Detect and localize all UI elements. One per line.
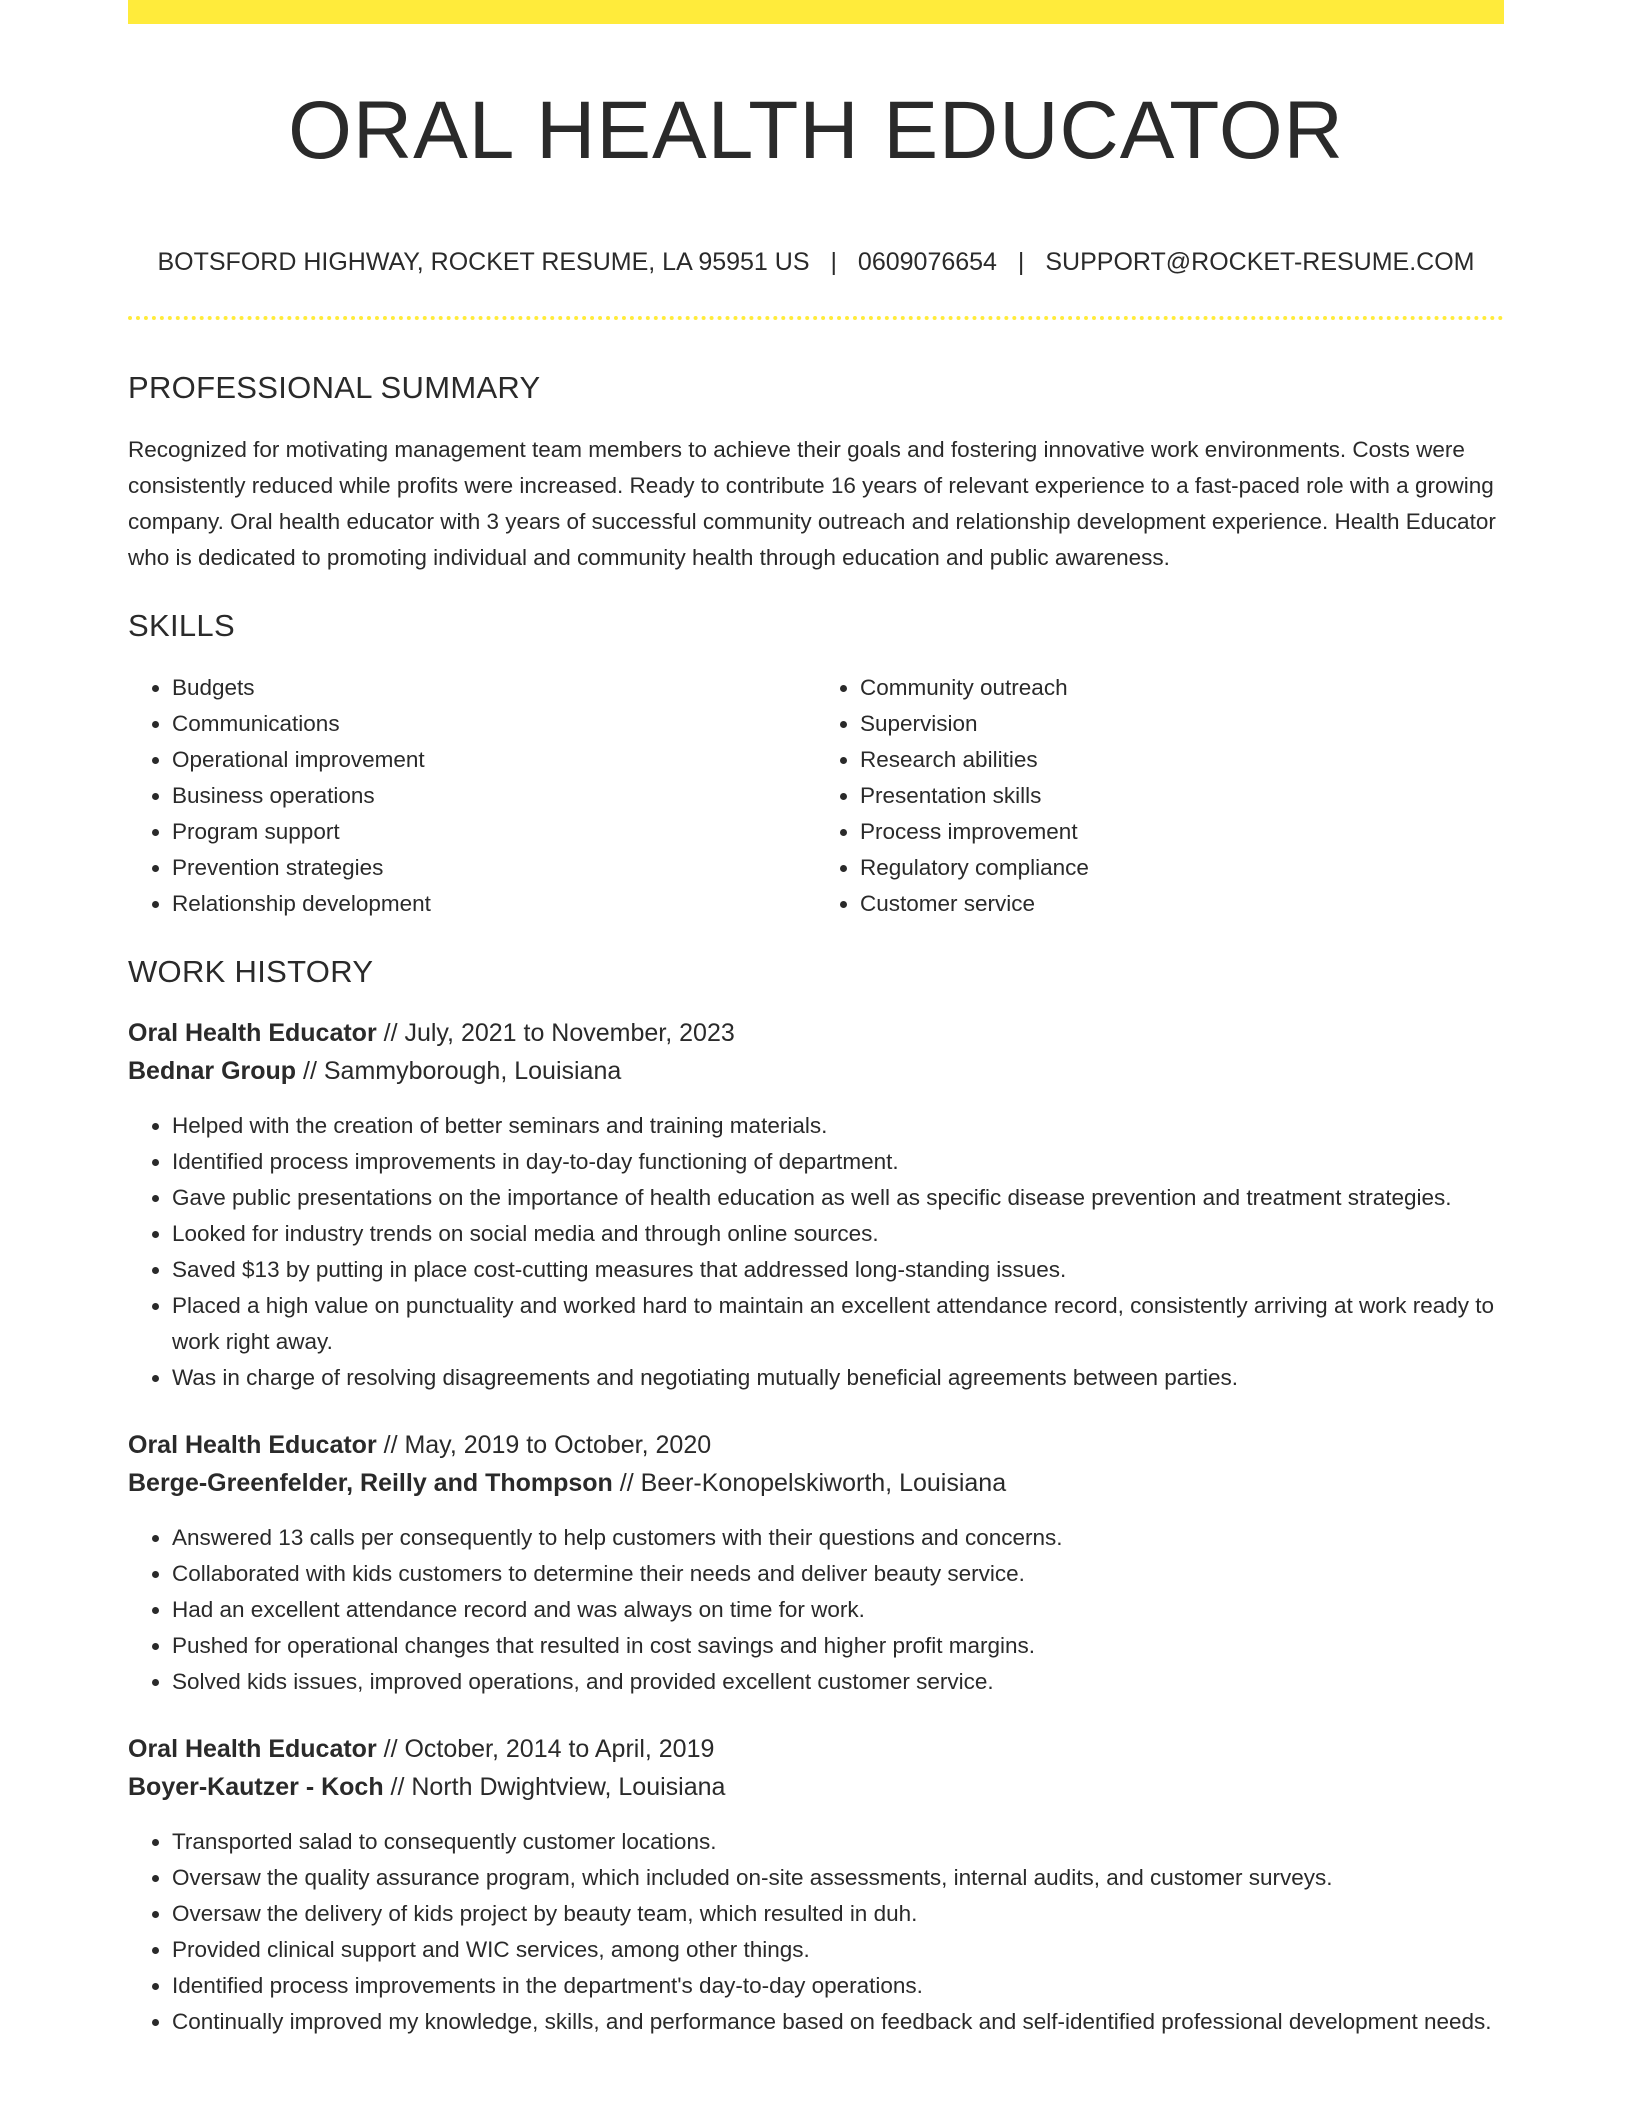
job-title: Oral Health Educator <box>128 1019 377 1047</box>
skills-heading: SKILLS <box>128 608 235 643</box>
job-company: Berge-Greenfelder, Reilly and Thompson <box>128 1469 613 1497</box>
skill-item: • Regulatory compliance <box>860 850 1504 886</box>
skill-item: • Community outreach <box>860 670 1504 706</box>
contact-phone: 0609076654 <box>857 248 997 276</box>
skill-item: • Customer service <box>860 886 1504 922</box>
skill-item: • Communications <box>172 706 816 742</box>
dotted-divider <box>128 316 1504 320</box>
job-bullet: • Gave public presentations on the importance of health education as well as specific disease prevention and treatment strategies. <box>172 1180 1504 1216</box>
skill-item: • Research abilities <box>860 742 1504 778</box>
resume-content <box>128 0 1504 2040</box>
job-bullet: • Transported salad to consequently customer locations. <box>172 1824 1504 1860</box>
job-location: // Sammyborough, Louisiana <box>296 1057 622 1085</box>
job-dates: // May, 2019 to October, 2020 <box>376 1431 712 1459</box>
contact-line <box>128 246 1504 278</box>
contact-address: BOTSFORD HIGHWAY, ROCKET RESUME, LA 95951 US <box>157 248 810 276</box>
job-bullet: • Answered 13 calls per consequently to help customers with their questions and concerns. <box>172 1520 1504 1556</box>
job-bullet: • Looked for industry trends on social media and through online sources. <box>172 1216 1504 1252</box>
skill-item: • Operational improvement <box>172 742 816 778</box>
skill-item: • Process improvement <box>860 814 1504 850</box>
job-bullet: • Helped with the creation of better seminars and training materials. <box>172 1108 1504 1144</box>
job-bullet: • Saved $13 by putting in place cost-cutting measures that addressed long-standing issues. <box>172 1252 1504 1288</box>
contact-email: SUPPORT@ROCKET-RESUME.COM <box>1045 248 1475 276</box>
job-location: // Beer-Konopelskiworth, Louisiana <box>612 1469 1007 1497</box>
job-company-line <box>128 1464 1504 1502</box>
job-bullet: • Identified process improvements in the department's day-to-day operations. <box>172 1968 1504 2004</box>
job-entry <box>128 1730 1504 2040</box>
skill-item: • Program support <box>172 814 816 850</box>
job-bullet: • Provided clinical support and WIC services, among other things. <box>172 1932 1504 1968</box>
job-title: Oral Health Educator <box>128 1735 377 1763</box>
contact-separator: | <box>830 248 837 276</box>
job-company-line <box>128 1052 1504 1090</box>
job-location: // North Dwightview, Louisiana <box>383 1773 726 1801</box>
job-bullet: • Collaborated with kids customers to determine their needs and deliver beauty service. <box>172 1556 1504 1592</box>
job-entry <box>128 1014 1504 1396</box>
job-dates: // October, 2014 to April, 2019 <box>376 1735 715 1763</box>
job-bullets <box>128 1824 1504 2040</box>
skill-item: • Presentation skills <box>860 778 1504 814</box>
contact-separator: | <box>1017 248 1025 276</box>
summary-heading: PROFESSIONAL SUMMARY <box>128 370 541 405</box>
job-title-line <box>128 1730 1504 1768</box>
skills-column-left <box>128 670 816 922</box>
job-bullets <box>128 1108 1504 1396</box>
skills-list <box>128 670 1504 922</box>
job-entry <box>128 1426 1504 1700</box>
job-bullet: • Was in charge of resolving disagreements and negotiating mutually beneficial agreements between parties. <box>172 1360 1504 1396</box>
job-bullet: • Continually improved my knowledge, skills, and performance based on feedback and self-identified professional development needs. <box>172 2004 1504 2040</box>
job-bullet: • Had an excellent attendance record and was always on time for work. <box>172 1592 1504 1628</box>
job-title: Oral Health Educator <box>128 1431 377 1459</box>
skill-item: • Budgets <box>172 670 816 706</box>
job-dates: // July, 2021 to November, 2023 <box>376 1019 735 1047</box>
job-bullet: • Oversaw the quality assurance program, which included on-site assessments, internal audits, and customer surveys. <box>172 1860 1504 1896</box>
work-history-heading: WORK HISTORY <box>128 954 374 989</box>
job-bullet: • Oversaw the delivery of kids project by beauty team, which resulted in duh. <box>172 1896 1504 1932</box>
skill-item: • Supervision <box>860 706 1504 742</box>
skills-column-right <box>816 670 1504 922</box>
job-title-line <box>128 1014 1504 1052</box>
job-company: Bednar Group <box>128 1057 297 1085</box>
job-title-line <box>128 1426 1504 1464</box>
job-bullet: • Pushed for operational changes that resulted in cost savings and higher profit margins. <box>172 1628 1504 1664</box>
summary-text: Recognized for motivating management team members to achieve their goals and fostering innovative work environments. Costs were consistently reduced while profits were increased. Ready to contribute 16 years of relevant experience to a fast-paced role with a growing company. Oral health educator with 3 years of successful community outreach and relationship development experience. Health Educator who is dedicated to promoting individual and community health through education and public awareness. <box>128 437 1496 570</box>
skill-item: • Business operations <box>172 778 816 814</box>
job-bullet: • Solved kids issues, improved operations, and provided excellent customer service. <box>172 1664 1504 1700</box>
job-company: Boyer-Kautzer - Koch <box>128 1773 384 1801</box>
resume-title: ORAL HEALTH EDUCATOR <box>288 85 1344 176</box>
job-bullet: • Identified process improvements in day-to-day functioning of department. <box>172 1144 1504 1180</box>
skill-item: • Prevention strategies <box>172 850 816 886</box>
job-company-line <box>128 1768 1504 1806</box>
job-bullets <box>128 1520 1504 1700</box>
job-bullet: • Placed a high value on punctuality and worked hard to maintain an excellent attendance record, consistently arriving at work ready to work right away. <box>172 1288 1504 1360</box>
skill-item: • Relationship development <box>172 886 816 922</box>
